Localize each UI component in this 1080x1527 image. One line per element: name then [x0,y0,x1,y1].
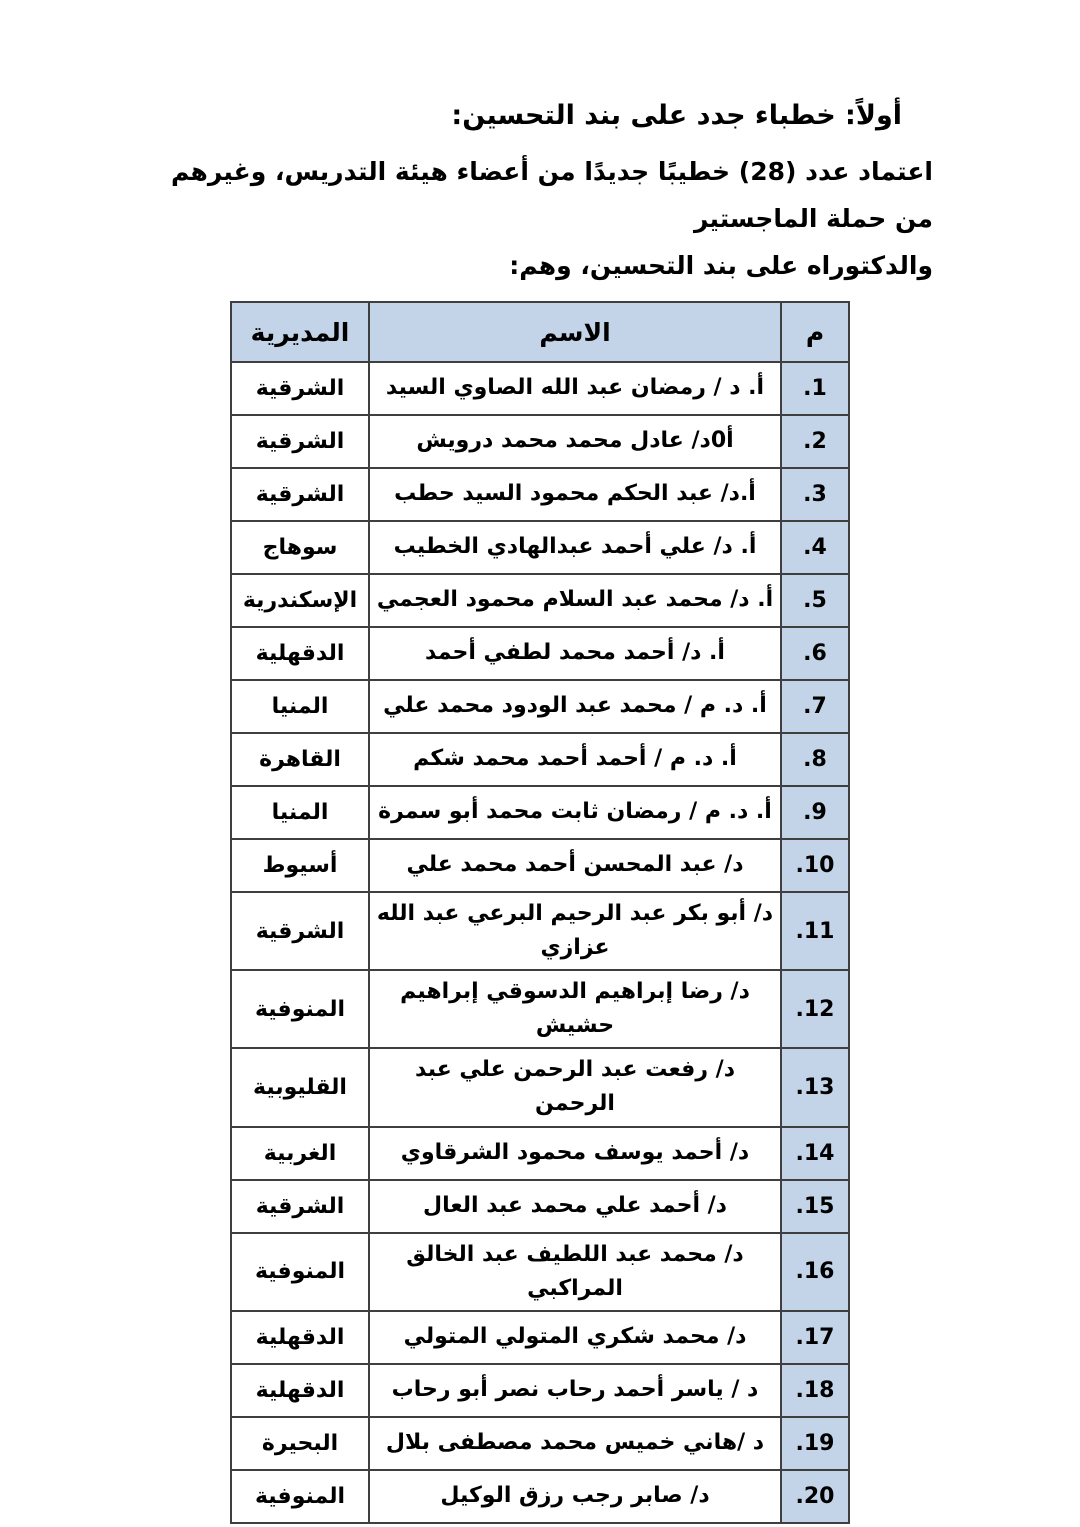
name-cell: أ. د. م / محمد عبد الودود محمد علي [369,680,781,733]
row-number-cell: .3 [781,468,849,521]
table-row [231,1417,849,1470]
header-row [231,302,849,362]
row-number-cell: .4 [781,521,849,574]
row-number-cell: .12 [781,970,849,1048]
directorate-cell: الشرقية [231,468,369,521]
preachers-table-body [231,362,849,1523]
name-cell: د/ أحمد علي محمد عبد العال [369,1180,781,1233]
row-number-cell: .8 [781,733,849,786]
directorate-cell: القليوبية [231,1048,369,1126]
table-row [231,839,849,892]
name-cell: أ0د/ عادل محمد محمد درويش [369,415,781,468]
intro-line-1: اعتماد عدد (28) خطيبًا جديدًا من أعضاء هيئة التدريس، وغيرهم من حملة الماجستير [170,157,933,233]
table-header [231,302,849,362]
table-row [231,1180,849,1233]
name-cell: د/ عبد المحسن أحمد محمد علي [369,839,781,892]
table-row [231,1470,849,1523]
name-cell: أ. د / رمضان عبد الله الصاوي السيد [369,362,781,415]
row-number-cell: .16 [781,1233,849,1311]
directorate-cell: أسيوط [231,839,369,892]
name-cell: د / ياسر أحمد رحاب نصر أبو رحاب [369,1364,781,1417]
name-cell: د/ صابر رجب رزق الوكيل [369,1470,781,1523]
table-row [231,1364,849,1417]
table-row [231,970,849,1048]
table-row [231,468,849,521]
row-number-cell: .6 [781,627,849,680]
directorate-cell: الدقهلية [231,1311,369,1364]
name-cell: د/ رضا إبراهيم الدسوقي إبراهيم حشيش [369,970,781,1048]
directorate-cell: الشرقية [231,362,369,415]
name-cell: د/ رفعت عبد الرحمن علي عبد الرحمن [369,1048,781,1126]
row-number-cell: .18 [781,1364,849,1417]
row-number-cell: .15 [781,1180,849,1233]
row-number-cell: .2 [781,415,849,468]
directorate-cell: الدقهلية [231,627,369,680]
table-row [231,362,849,415]
table-row [231,1048,849,1126]
row-number-cell: .20 [781,1470,849,1523]
row-number-cell: .1 [781,362,849,415]
directorate-cell: الغربية [231,1127,369,1180]
table-row [231,574,849,627]
header-name-column: الاسم [369,302,781,362]
name-cell: أ. د/ أحمد محمد لطفي أحمد [369,627,781,680]
row-number-cell: .19 [781,1417,849,1470]
header-directorate-column: المديرية [231,302,369,362]
name-cell: د /هاني خميس محمد مصطفى بلال [369,1417,781,1470]
table-row [231,1127,849,1180]
table-row [231,680,849,733]
row-number-cell: .13 [781,1048,849,1126]
directorate-cell: المنيا [231,786,369,839]
header-number-column: م [781,302,849,362]
name-cell: د/ أبو بكر عبد الرحيم البرعي عبد الله عزازي [369,892,781,970]
intro-paragraph [130,148,933,289]
directorate-cell: المنوفية [231,970,369,1048]
directorate-cell: المنوفية [231,1233,369,1311]
row-number-cell: .11 [781,892,849,970]
table-row [231,415,849,468]
table-row [231,892,849,970]
row-number-cell: .5 [781,574,849,627]
directorate-cell: الشرقية [231,892,369,970]
name-cell: د/ أحمد يوسف محمود الشرقاوي [369,1127,781,1180]
row-number-cell: .9 [781,786,849,839]
row-number-cell: .7 [781,680,849,733]
table-row [231,1311,849,1364]
name-cell: أ. د. م / رمضان ثابت محمد أبو سمرة [369,786,781,839]
name-cell: أ.د/ عبد الحكم محمود السيد حطب [369,468,781,521]
table-row [231,521,849,574]
directorate-cell: سوهاج [231,521,369,574]
directorate-cell: الدقهلية [231,1364,369,1417]
directorate-cell: المنيا [231,680,369,733]
name-cell: أ. د. م / أحمد أحمد محمد شكم [369,733,781,786]
directorate-cell: الشرقية [231,415,369,468]
name-cell: أ. د/ علي أحمد عبدالهادي الخطيب [369,521,781,574]
row-number-cell: .17 [781,1311,849,1364]
name-cell: د/ محمد شكري المتولي المتولي [369,1311,781,1364]
name-cell: أ. د/ محمد عبد السلام محمود العجمي [369,574,781,627]
name-cell: د/ محمد عبد اللطيف عبد الخالق المراكبي [369,1233,781,1311]
row-number-cell: .10 [781,839,849,892]
table-row [231,1233,849,1311]
directorate-cell: الشرقية [231,1180,369,1233]
directorate-cell: الإسكندرية [231,574,369,627]
table-row [231,786,849,839]
directorate-cell: البحيرة [231,1417,369,1470]
preachers-table [230,301,850,1524]
directorate-cell: المنوفية [231,1470,369,1523]
table-row [231,733,849,786]
row-number-cell: .14 [781,1127,849,1180]
directorate-cell: القاهرة [231,733,369,786]
table-row [231,627,849,680]
intro-line-2: والدكتوراه على بند التحسين، وهم: [509,251,933,280]
section-heading: أولاً: خطباء جدد على بند التحسين: [451,100,902,131]
